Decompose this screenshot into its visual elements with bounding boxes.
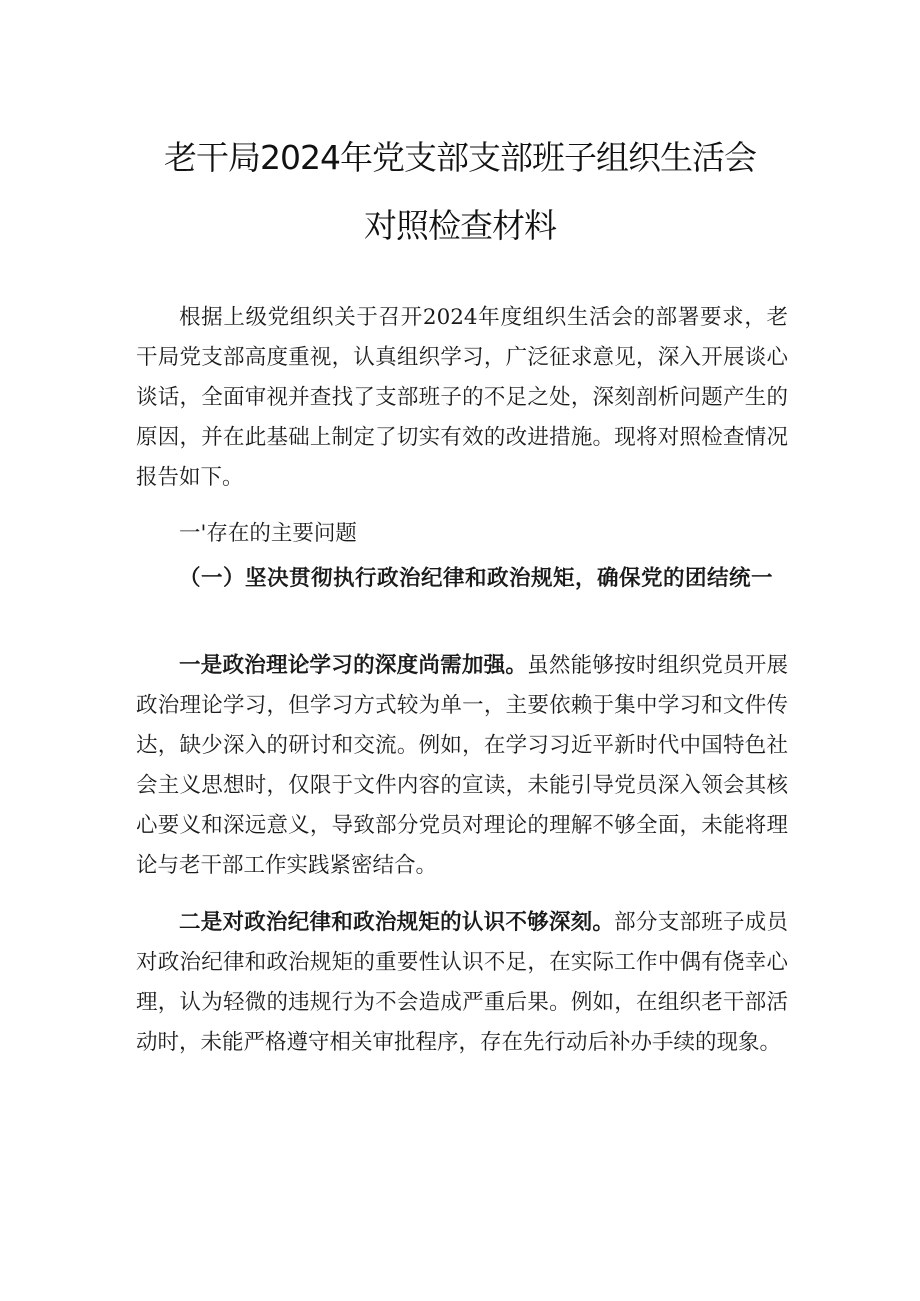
intro-paragraph: 根据上级党组织关于召开2024年度组织生活会的部署要求，老干局党支部高度重视，认真组织学习，广泛征求意见，深入开展谈心谈话，全面审视并查找了支部班子的不足之处，深刻剖析问题产生的原因，并在此基础上制定了切实有效的改进措施。现将对照检查情况报告如下。: [136, 305, 788, 490]
point-1-body: 虽然能够按时组织党员开展政治理论学习，但学习方式较为单一，主要依赖于集中学习和文件传达，缺少深入的研讨和交流。例如，在学习习近平新时代中国特色社会主义思想时，仅限于文件内容的宣读，未能引导党员深入领会其核心要义和深远意义，导致部分党员对理论的理解不够全面，未能将理论与老干部工作实践紧密结合。: [136, 653, 788, 878]
point-1-lead: 一是政治理论学习的深度尚需加强。: [179, 653, 528, 678]
section-heading-main-problems: 一'存在的主要问题: [179, 521, 357, 546]
subsection-heading-political-discipline: （一）坚决贯彻执行政治纪律和政治规矩，确保党的团结统一: [179, 566, 774, 591]
point-1-paragraph: [136, 646, 788, 886]
point-2-body: 部分支部班子成员对政治纪律和政治规矩的重要性认识不足，在实际工作中偶有侥幸心理，认为轻微的违规行为不会造成严重后果。例如，在组织老干部活动时，未能严格遵守相关审批程序，存在先行动后补办手续的现象。: [136, 910, 788, 1055]
document-title-line-2: 对照检查材料: [364, 206, 556, 245]
point-2-paragraph: [136, 903, 788, 1063]
point-2-lead: 二是对政治纪律和政治规矩的认识不够深刻。: [179, 910, 615, 935]
document-title-line-1: 老干局2024年党支部支部班子组织生活会: [164, 138, 756, 177]
